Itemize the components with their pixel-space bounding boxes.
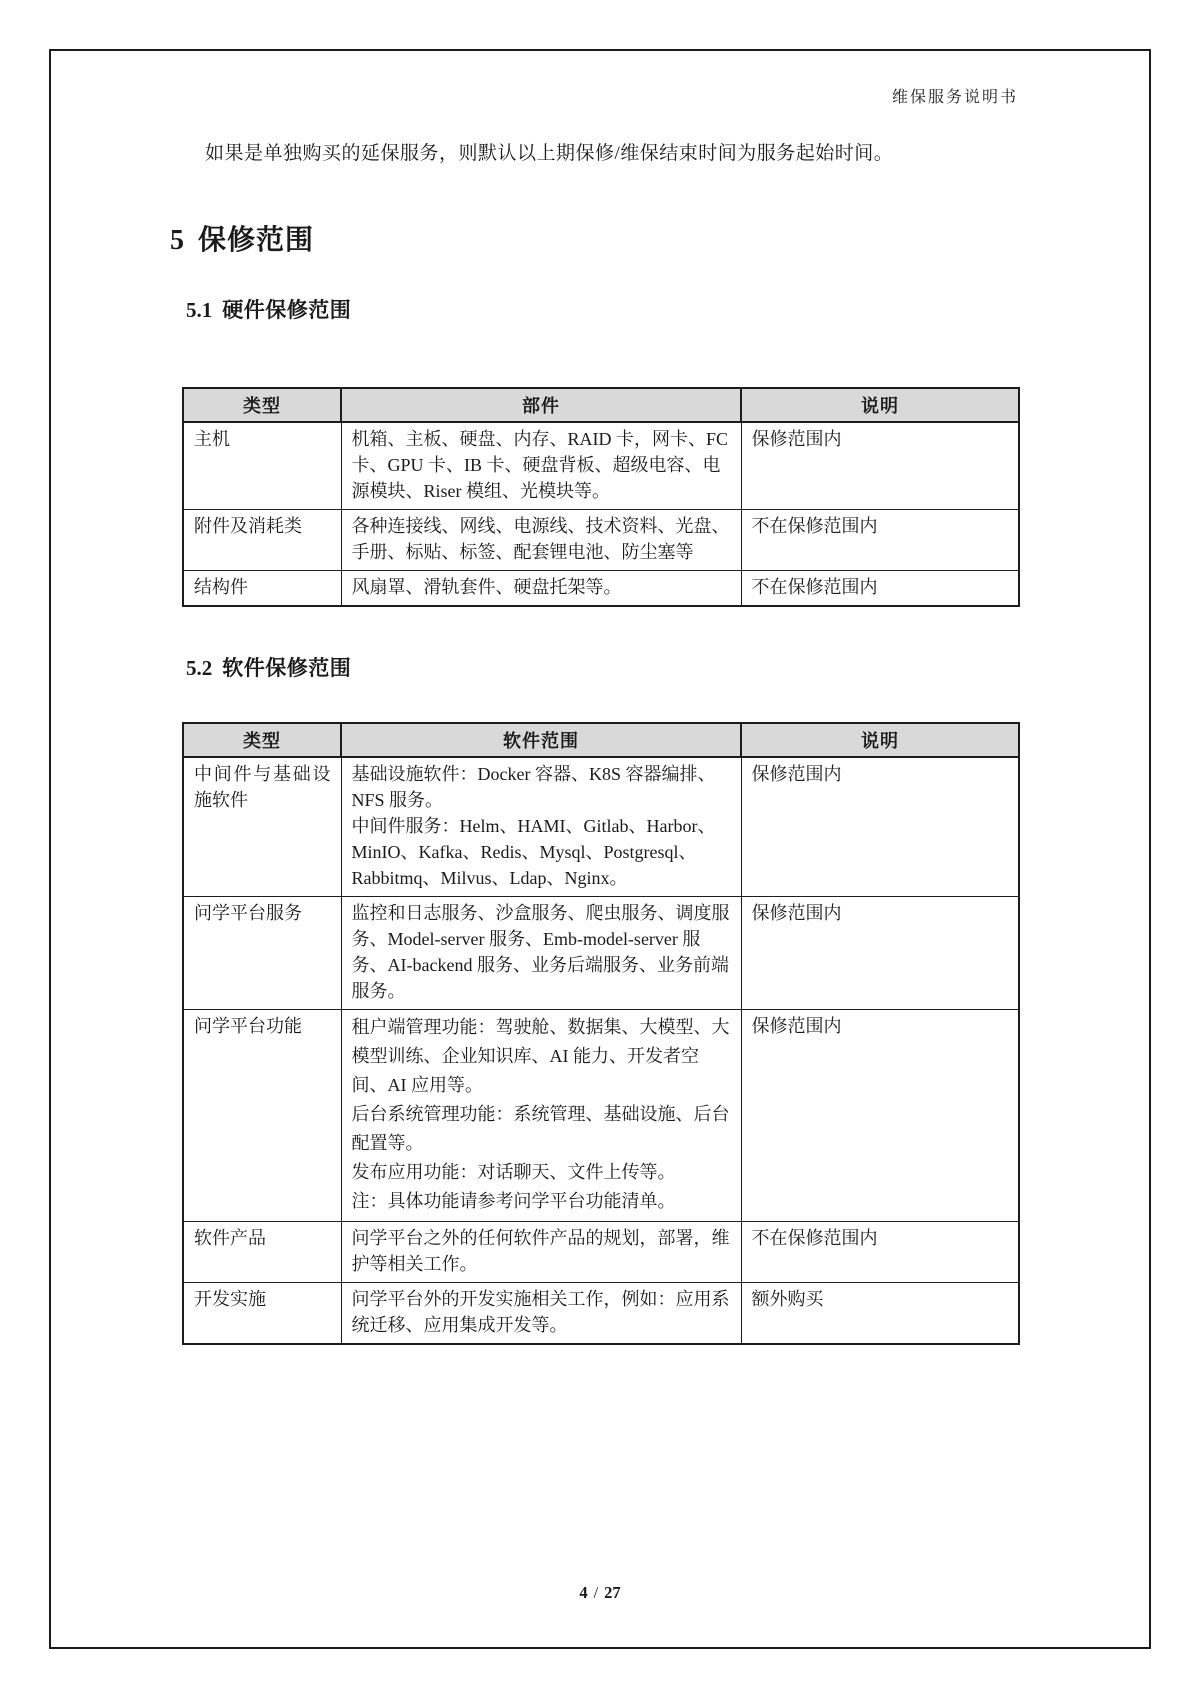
cell-scope [341,757,741,897]
section-title: 保修范围 [198,224,315,255]
cell-paragraph: 后台系统管理功能：系统管理、基础设施、后台配置等。 [351,1104,730,1153]
cell-paragraph: 发布应用功能：对话聊天、文件上传等。 [351,1162,676,1182]
hardware-table-header-row [183,388,1019,422]
table-row [183,1222,1019,1283]
subsection-heading-software [186,652,351,682]
table-row [183,1010,1019,1222]
cell-parts [341,510,741,571]
subsection-number-hardware: 5.1 [186,298,213,322]
cell-paragraph: 中间件服务：Helm、HAMI、Gitlab、Harbor、MinIO、Kafka、Redis、Mysql、Postgresql、Rabbitmq、Milvus、Ldap、Nginx。 [351,816,716,888]
software-warranty-table [182,722,1020,1345]
table-row [183,510,1019,571]
subsection-title-software: 软件保修范围 [222,657,352,680]
software-header-type: 类型 [183,723,341,757]
cell-paragraph: 问学平台外的开发实施相关工作，例如：应用系统迁移、应用集成开发等。 [351,1289,730,1335]
section-number: 5 [170,225,184,256]
doc-header-title: 维保服务说明书 [892,89,1019,106]
software-header-note: 说明 [741,723,1019,757]
cell-type: 中间件与基础设施软件 [183,757,341,897]
hardware-header-note: 说明 [741,388,1019,422]
page-number-total: 27 [604,1583,621,1602]
software-table-header-row [183,723,1019,757]
cell-type: 问学平台服务 [183,897,341,1010]
page-footer [0,1583,1200,1603]
cell-paragraph: 租户端管理功能：驾驶舱、数据集、大模型、大模型训练、企业知识库、AI 能力、开发者空间、AI 应用等。 [351,1017,730,1095]
cell-note: 不在保修范围内 [741,1222,1019,1283]
cell-scope [341,1283,741,1345]
cell-note: 保修范围内 [741,897,1019,1010]
section-heading [170,218,314,258]
cell-type: 附件及消耗类 [183,510,341,571]
hardware-header-parts: 部件 [341,388,741,422]
cell-paragraph: 机箱、主板、硬盘、内存、RAID 卡，网卡、FC 卡、GPU 卡、IB 卡、硬盘背板、超级电容、电源模块、Riser 模组、光模块等。 [351,429,729,501]
cell-paragraph: 监控和日志服务、沙盒服务、爬虫服务、调度服务、Model-server 服务、Emb-model-server 服务、AI-backend 服务、业务后端服务、业务前端服务。 [351,903,730,1001]
cell-type: 开发实施 [183,1283,341,1345]
cell-paragraph: 注：具体功能请参考问学平台功能清单。 [351,1191,676,1211]
hardware-warranty-table [182,387,1020,607]
page-number-separator: / [593,1583,599,1602]
cell-note: 保修范围内 [741,757,1019,897]
table-row [183,571,1019,607]
cell-paragraph: 各种连接线、网线、电源线、技术资料、光盘、手册、标贴、标签、配套锂电池、防尘塞等 [351,516,730,562]
cell-scope [341,1010,741,1222]
table-row [183,1283,1019,1345]
cell-note: 额外购买 [741,1283,1019,1345]
subsection-number-software: 5.2 [186,656,213,680]
intro-paragraph: 如果是单独购买的延保服务，则默认以上期保修/维保结束时间为服务起始时间。 [205,143,894,164]
table-row [183,422,1019,510]
page-number-current: 4 [579,1583,588,1602]
cell-parts [341,571,741,607]
cell-type: 结构件 [183,571,341,607]
software-header-scope: 软件范围 [341,723,741,757]
table-row [183,757,1019,897]
subsection-heading-hardware [186,294,351,324]
cell-scope [341,1222,741,1283]
subsection-title-hardware: 硬件保修范围 [222,299,352,322]
cell-type: 主机 [183,422,341,510]
cell-note: 保修范围内 [741,1010,1019,1222]
cell-parts [341,422,741,510]
hardware-header-type: 类型 [183,388,341,422]
cell-note: 保修范围内 [741,422,1019,510]
cell-type: 软件产品 [183,1222,341,1283]
table-row [183,897,1019,1010]
cell-paragraph: 问学平台之外的任何软件产品的规划，部署，维护等相关工作。 [351,1228,730,1274]
cell-scope [341,897,741,1010]
cell-note: 不在保修范围内 [741,571,1019,607]
cell-paragraph: 基础设施软件：Docker 容器、K8S 容器编排、NFS 服务。 [351,764,716,810]
cell-paragraph: 风扇罩、滑轨套件、硬盘托架等。 [351,577,622,597]
cell-note: 不在保修范围内 [741,510,1019,571]
cell-type: 问学平台功能 [183,1010,341,1222]
